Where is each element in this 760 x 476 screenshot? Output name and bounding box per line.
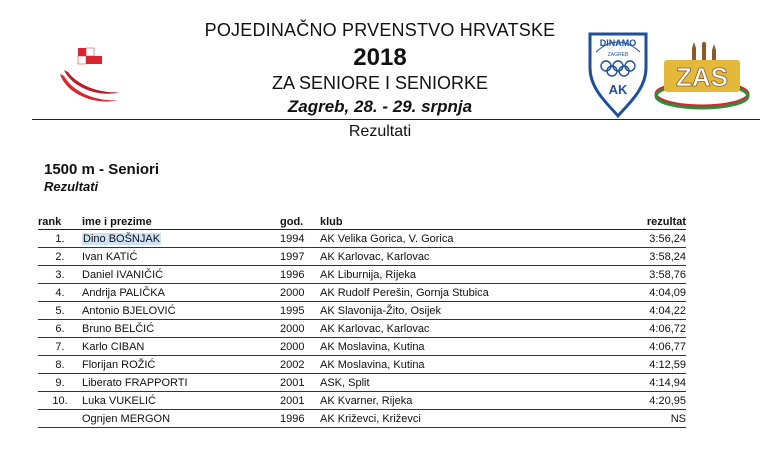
result-cell: 4:12,59 [580,356,686,374]
championship-dates: Zagreb, 28. - 29. srpnja [287,97,473,116]
athlete-first-name: Andrija [82,286,117,299]
rank-cell: 10. [38,392,82,410]
athlete-first-name: Antonio [82,304,120,317]
birth-year-cell: 2001 [280,392,320,410]
rank-cell: 7. [38,338,82,356]
table-row [38,248,686,266]
rank-cell: 2. [38,248,82,266]
table-row [38,392,686,410]
table-row [38,320,686,338]
column-header-result: rezultat [580,210,686,230]
birth-year-cell: 2000 [280,320,320,338]
athlete-last-name: FRAPPORTI [124,376,188,389]
athlete-first-name [82,359,155,371]
athlete-name-cell [82,284,280,302]
athlete-first-name [82,251,137,263]
club-cell: AK Rudolf Perešin, Gornja Stubica [320,284,580,302]
athlete-last-name: PALIČKA [119,286,165,299]
table-row [38,230,686,248]
athlete-first-name [82,395,156,407]
result-cell: 3:56,24 [580,230,686,248]
athlete-last-name: KATIĆ [105,250,138,263]
table-row [38,410,686,428]
birth-year-cell: 1994 [280,230,320,248]
athlete-first-name: Ivan [82,250,103,263]
athlete-name-cell [82,356,280,374]
athlete-first-name: Luka [82,394,106,407]
athlete-name-cell [82,374,280,392]
zas-logo [652,42,752,112]
championship-year: 2018 [353,44,407,71]
club-cell: AK Slavonija-Žito, Osijek [320,302,580,320]
club-cell: AK Moslavina, Kutina [320,338,580,356]
rank-cell: 8. [38,356,82,374]
result-cell: 3:58,24 [580,248,686,266]
athlete-last-name: BELČIĆ [114,322,155,335]
document-subtitle: Rezultati [348,123,412,140]
rank-cell [38,410,82,428]
athlete-last-name: CIBAN [110,340,145,353]
athlete-first-name: Daniel [82,268,114,281]
athlete-name-cell [82,392,280,410]
event-subtitle: Rezultati [44,179,99,194]
result-cell: 4:04,09 [580,284,686,302]
athlete-name-cell [82,230,280,248]
rank-cell: 4. [38,284,82,302]
birth-year-cell: 1995 [280,302,320,320]
dinamo-ak-logo [586,28,650,118]
athlete-name-cell [82,302,280,320]
table-row [38,302,686,320]
athlete-first-name: Florijan [82,358,119,371]
results-table [38,210,686,428]
column-header-club: klub [320,210,580,230]
column-header-name: ime i prezime [82,210,280,230]
zas-logo-text: ZAS [676,62,728,92]
athlete-name-cell [82,338,280,356]
club-cell: AK Moslavina, Kutina [320,356,580,374]
results-header-row [38,210,686,230]
event-title: 1500 m - Seniori [44,161,160,178]
athlete-first-name: Karlo [82,340,108,353]
dinamo-logo-city: ZAGREB [607,52,629,58]
athlete-first-name [82,377,188,389]
athlete-first-name: Dino [83,232,106,245]
athlete-first-name [82,323,154,335]
athlete-first-name [82,269,163,281]
table-row [38,374,686,392]
dinamo-logo-ak: AK [608,82,628,97]
result-cell: 4:14,94 [580,374,686,392]
birth-year-cell: 2002 [280,356,320,374]
rank-cell: 1. [38,230,82,248]
column-header-year: god. [280,210,320,230]
athlete-first-name: Liberato [82,376,122,389]
athlete-first-name [82,413,170,425]
result-cell: 4:06,72 [580,320,686,338]
athlete-first-name: Bruno [82,322,112,335]
result-cell: 3:58,76 [580,266,686,284]
club-cell: AK Karlovac, Karlovac [320,248,580,266]
athlete-last-name: BJELOVIĆ [122,304,176,317]
athlete-last-name: ROŽIĆ [121,358,156,371]
table-row [38,284,686,302]
athlete-last-name: VUKELIĆ [108,394,156,407]
rank-cell: 3. [38,266,82,284]
championship-category: ZA SENIORE I SENIORKE [271,73,489,93]
championship-title: POJEDINAČNO PRVENSTVO HRVATSKE [204,20,556,40]
birth-year-cell: 2000 [280,284,320,302]
rank-cell: 9. [38,374,82,392]
dinamo-logo-text: DINAMO [599,38,637,48]
birth-year-cell: 1996 [280,410,320,428]
birth-year-cell: 2001 [280,374,320,392]
athlete-first-name [82,341,144,353]
result-cell: 4:06,77 [580,338,686,356]
club-cell: AK Karlovac, Karlovac [320,320,580,338]
document-header [0,0,760,140]
club-cell: AK Križevci, Križevci [320,410,580,428]
athlete-first-name: Ognjen [82,412,118,425]
table-row [38,266,686,284]
birth-year-cell: 1997 [280,248,320,266]
athlete-name-cell [82,320,280,338]
athlete-last-name: BOŠNJAK [108,232,161,245]
club-cell: AK Velika Gorica, V. Gorica [320,230,580,248]
club-cell: ASK, Split [320,374,580,392]
athlete-name-cell [82,266,280,284]
athlete-name-cell [82,248,280,266]
results-body [38,230,686,428]
athlete-last-name: MERGON [120,412,171,425]
result-cell: 4:04,22 [580,302,686,320]
athlete-first-name [82,305,176,317]
athlete-first-name [82,287,165,299]
club-cell: AK Kvarner, Rijeka [320,392,580,410]
athlete-last-name: IVANIČIĆ [116,268,164,281]
result-cell: 4:20,95 [580,392,686,410]
table-row [38,338,686,356]
rank-cell: 6. [38,320,82,338]
header-divider [32,119,760,120]
result-cell: NS [580,410,686,428]
selected-text-highlight [82,233,161,245]
club-cell: AK Liburnija, Rijeka [320,266,580,284]
column-header-rank: rank [38,210,82,230]
rank-cell: 5. [38,302,82,320]
athlete-name-cell [82,410,280,428]
birth-year-cell: 1996 [280,266,320,284]
table-row [38,356,686,374]
birth-year-cell: 2000 [280,338,320,356]
